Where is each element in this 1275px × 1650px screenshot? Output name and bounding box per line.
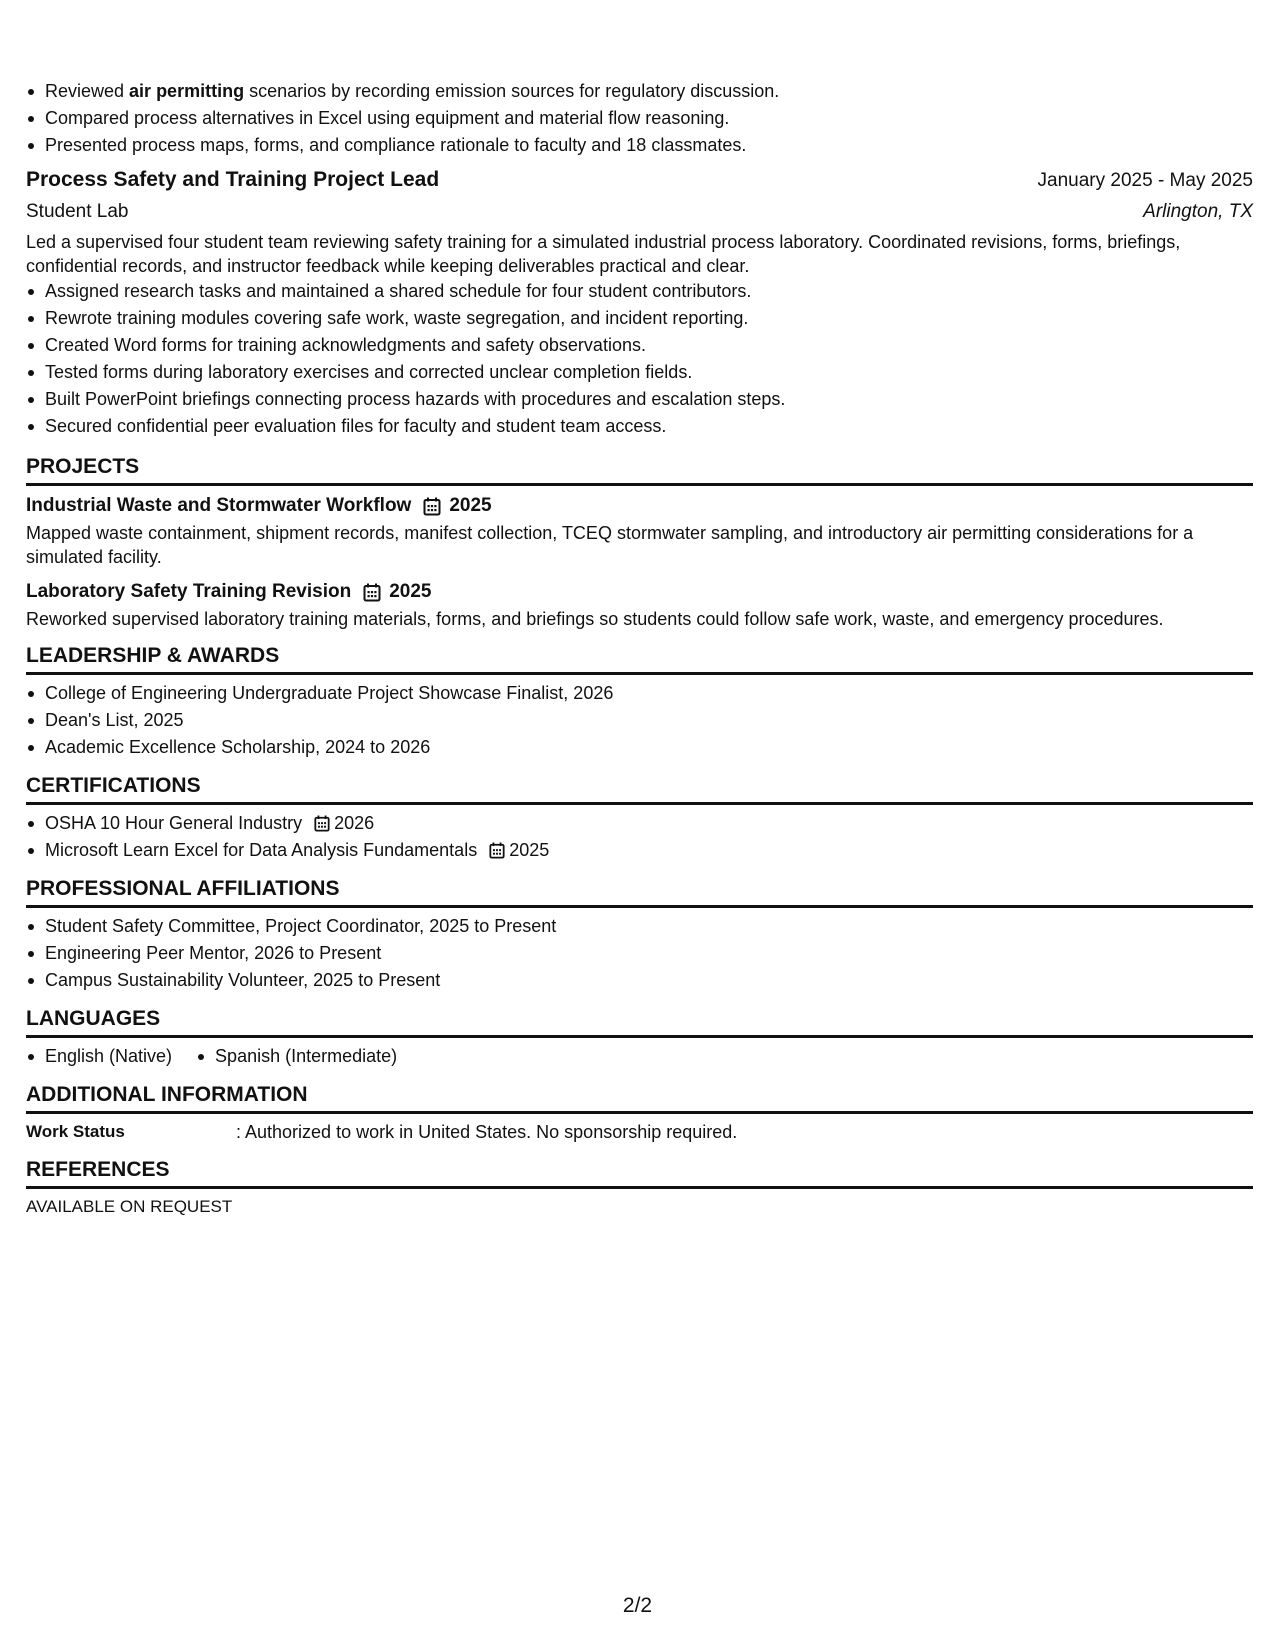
resume-content — [26, 78, 1253, 1220]
section-heading-leadership: LEADERSHIP & AWARDS — [26, 643, 1253, 675]
section-heading-certifications: CERTIFICATIONS — [26, 773, 1253, 805]
job-location: Arlington, TX — [1143, 201, 1253, 222]
list-item: Assigned research tasks and maintained a shared schedule for four student contributors. — [26, 278, 1253, 305]
list-item: Student Safety Committee, Project Coordinator, 2025 to Present — [26, 913, 1253, 940]
list-item: Built PowerPoint briefings connecting process hazards with procedures and escalation steps. — [26, 386, 1253, 413]
list-item: Presented process maps, forms, and compliance rationale to faculty and 18 classmates. — [26, 132, 1253, 159]
project-description: Mapped waste containment, shipment records, manifest collection, TCEQ stormwater sampling, and introductory air permitting considerations for a simulated facility. — [26, 523, 1194, 567]
list-item: Spanish (Intermediate) — [196, 1043, 397, 1070]
calendar-icon — [363, 583, 381, 602]
list-item: Reviewed air permitting scenarios by recording emission sources for regulatory discussion. — [26, 78, 1253, 105]
project-year: 2025 — [449, 495, 492, 516]
job-summary: Led a supervised four student team reviewing safety training for a simulated industrial process laboratory. Coordinated revisions, forms, briefings, confidential records, and instructor feedback while keeping deliverables practical and clear. — [26, 232, 1181, 276]
list-item: Rewrote training modules covering safe work, waste segregation, and incident reporting. — [26, 305, 1253, 332]
job-bullets — [26, 278, 1253, 440]
project-title: Industrial Waste and Stormwater Workflow — [26, 495, 412, 516]
project-title: Laboratory Safety Training Revision — [26, 581, 352, 602]
list-item: Tested forms during laboratory exercises and corrected unclear completion fields. — [26, 359, 1253, 386]
list-item: English (Native) — [26, 1043, 172, 1070]
job-organization: Student Lab — [26, 201, 129, 222]
list-item: Campus Sustainability Volunteer, 2025 to Present — [26, 967, 1253, 994]
certification-year: 2026 — [334, 813, 375, 833]
list-item: Academic Excellence Scholarship, 2024 to 2026 — [26, 734, 1253, 761]
list-item — [26, 810, 1253, 837]
list-item: Dean's List, 2025 — [26, 707, 1253, 734]
certification-name: OSHA 10 Hour General Industry — [45, 813, 303, 833]
project-entry — [26, 491, 1253, 569]
certifications-list — [26, 810, 1253, 864]
project-entry — [26, 577, 1253, 631]
certification-name: Microsoft Learn Excel for Data Analysis Fundamentals — [45, 840, 478, 860]
list-item — [26, 837, 1253, 864]
section-heading-additional-information: ADDITIONAL INFORMATION — [26, 1082, 1253, 1114]
list-item: Secured confidential peer evaluation files for faculty and student team access. — [26, 413, 1253, 440]
page-number: 2/2 — [622, 1594, 653, 1617]
references-text: AVAILABLE ON REQUEST — [26, 1197, 233, 1216]
project-year: 2025 — [389, 581, 432, 602]
section-heading-languages: LANGUAGES — [26, 1006, 1253, 1038]
previous-role-bullets — [26, 78, 1253, 159]
section-heading-projects: PROJECTS — [26, 454, 1253, 486]
job-title: Process Safety and Training Project Lead — [26, 168, 440, 191]
bold-keyword: air permitting — [129, 81, 245, 101]
job-dates: January 2025 - May 2025 — [1037, 170, 1253, 191]
languages-list — [26, 1043, 1253, 1070]
section-heading-references: REFERENCES — [26, 1157, 1253, 1189]
list-item: Compared process alternatives in Excel using equipment and material flow reasoning. — [26, 105, 1253, 132]
list-item: Engineering Peer Mentor, 2026 to Present — [26, 940, 1253, 967]
calendar-icon — [314, 815, 330, 832]
work-status-value: : Authorized to work in United States. No sponsorship required. — [236, 1122, 738, 1142]
project-description: Reworked supervised laboratory training materials, forms, and briefings so students could follow safe work, waste, and emergency procedures. — [26, 609, 1164, 629]
list-item: College of Engineering Undergraduate Project Showcase Finalist, 2026 — [26, 680, 1253, 707]
certification-year: 2025 — [509, 840, 550, 860]
section-heading-affiliations: PROFESSIONAL AFFILIATIONS — [26, 876, 1253, 908]
leadership-list — [26, 680, 1253, 761]
affiliations-list — [26, 913, 1253, 994]
work-status-row — [26, 1119, 1253, 1145]
work-status-label: Work Status — [26, 1122, 125, 1141]
experience-entry — [26, 165, 1253, 440]
calendar-icon — [423, 497, 441, 516]
list-item: Created Word forms for training acknowledgments and safety observations. — [26, 332, 1253, 359]
calendar-icon — [489, 842, 505, 859]
